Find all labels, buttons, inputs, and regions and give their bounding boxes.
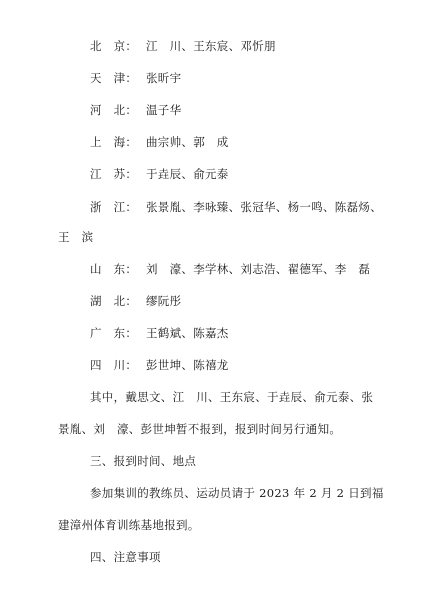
region-label: 四 川： (90, 358, 138, 372)
region-label: 广 东： (90, 326, 138, 340)
region-label: 北 京： (90, 39, 138, 53)
region-people: 张景胤、李咏臻、张冠华、杨一鸣、陈磊炀、 (146, 200, 382, 214)
region-people: 张昕宇 (146, 71, 182, 85)
section-3-line-1: 参加集训的教练员、运动员请于 2023 年 2 月 2 日到福 (90, 486, 384, 500)
region-people: 于垚辰、俞元泰 (146, 167, 229, 181)
region-label: 浙 江： (90, 200, 138, 214)
region-label: 河 北： (90, 103, 138, 117)
region-people: 王鹤斌、陈嘉杰 (146, 326, 229, 340)
region-label: 山 东： (90, 262, 138, 276)
region-people: 彭世坤、陈禧龙 (146, 358, 229, 372)
region-label: 上 海： (90, 135, 138, 149)
section-3-line-2: 建漳州体育训练基地报到。 (58, 518, 200, 532)
region-people: 曲宗帅、郭 成 (146, 135, 229, 149)
region-people-continuation: 王 滨 (58, 230, 94, 244)
region-label: 湖 北： (90, 294, 138, 308)
note-line-1: 其中，戴思文、江 川、王东宸、于垚辰、俞元泰、张 (90, 390, 374, 404)
section-4-heading: 四、注意事项 (90, 550, 161, 564)
region-people: 缪阮彤 (146, 294, 182, 308)
region-people: 刘 濠、李学林、刘志浩、翟德军、李 磊 (146, 262, 371, 276)
region-people: 温子华 (146, 103, 182, 117)
note-line-2: 景胤、刘 濠、彭世坤暂不报到，报到时间另行通知。 (58, 422, 342, 436)
region-label: 天 津： (90, 71, 138, 85)
section-3-heading: 三、报到时间、地点 (90, 454, 197, 468)
region-people: 江 川、王东宸、邓忻朋 (146, 39, 276, 53)
region-label: 江 苏： (90, 167, 138, 181)
